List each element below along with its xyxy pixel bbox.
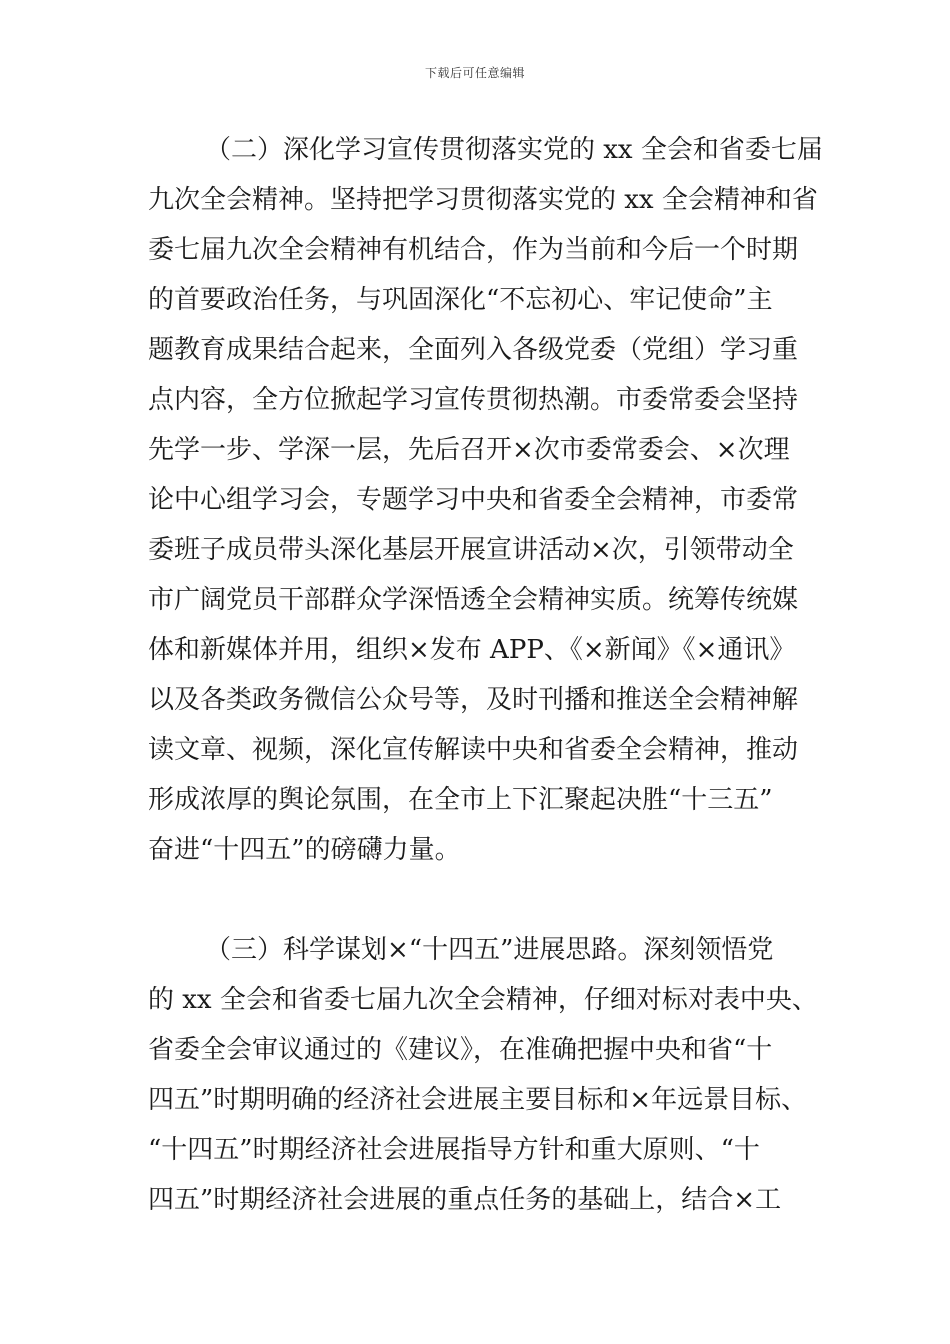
text-line: 先学一步、学深一层，先后召开×次市委常委会、×次理 bbox=[148, 435, 790, 465]
text-line: 市广阔党员干部群众学深悟透全会精神实质。统筹传统媒 bbox=[148, 585, 799, 615]
text-line: 委班子成员带头深化基层开展宣讲活动×次，引领带动全 bbox=[148, 535, 794, 565]
text-line: 题教育成果结合起来，全面列入各级党委（党组）学习重 bbox=[148, 335, 799, 365]
text-line: 九次全会精神。坚持把学习贯彻落实党的 xx 全会精神和省 bbox=[148, 185, 818, 215]
text-line: （三）科学谋划×“十四五”进展思路。深刻领悟党 bbox=[205, 935, 774, 965]
text-line: 的首要政治任务，与巩固深化“不忘初心、牢记使命”主 bbox=[148, 285, 773, 315]
text-line: （二）深化学习宣传贯彻落实党的 xx 全会和省委七届 bbox=[205, 135, 823, 165]
text-line: 以及各类政务微信公众号等，及时刊播和推送全会精神解 bbox=[148, 685, 799, 715]
text-line: 体和新媒体并用，组织×发布 APP、《×新闻》《×通讯》 bbox=[148, 635, 796, 665]
text-line: 形成浓厚的舆论氛围，在全市上下汇聚起决胜“十三五” bbox=[148, 785, 773, 815]
text-line: 的 xx 全会和省委七届九次全会精神，仔细对标对表中央、 bbox=[148, 985, 818, 1015]
text-line: 四五”时期明确的经济社会进展主要目标和×年远景目标、 bbox=[148, 1085, 808, 1115]
text-line: 读文章、视频，深化宣传解读中央和省委全会精神，推动 bbox=[148, 735, 799, 765]
text-line: 四五”时期经济社会进展的重点任务的基础上，结合×工 bbox=[148, 1185, 782, 1215]
text-line: 论中心组学习会，专题学习中央和省委全会精神，市委常 bbox=[148, 485, 799, 515]
page-header: 下载后可任意编辑 bbox=[424, 66, 525, 80]
text-line: 奋进“十四五”的磅礴力量。 bbox=[148, 835, 461, 865]
text-line: 点内容，全方位掀起学习宣传贯彻热潮。市委常委会坚持 bbox=[148, 385, 799, 415]
text-line: 委七届九次全会精神有机结合，作为当前和今后一个时期 bbox=[148, 235, 799, 265]
text-line: 省委全会审议通过的《建议》，在准确把握中央和省“十 bbox=[148, 1035, 773, 1065]
text-line: “十四五”时期经济社会进展指导方针和重大原则、“十 bbox=[148, 1135, 760, 1165]
